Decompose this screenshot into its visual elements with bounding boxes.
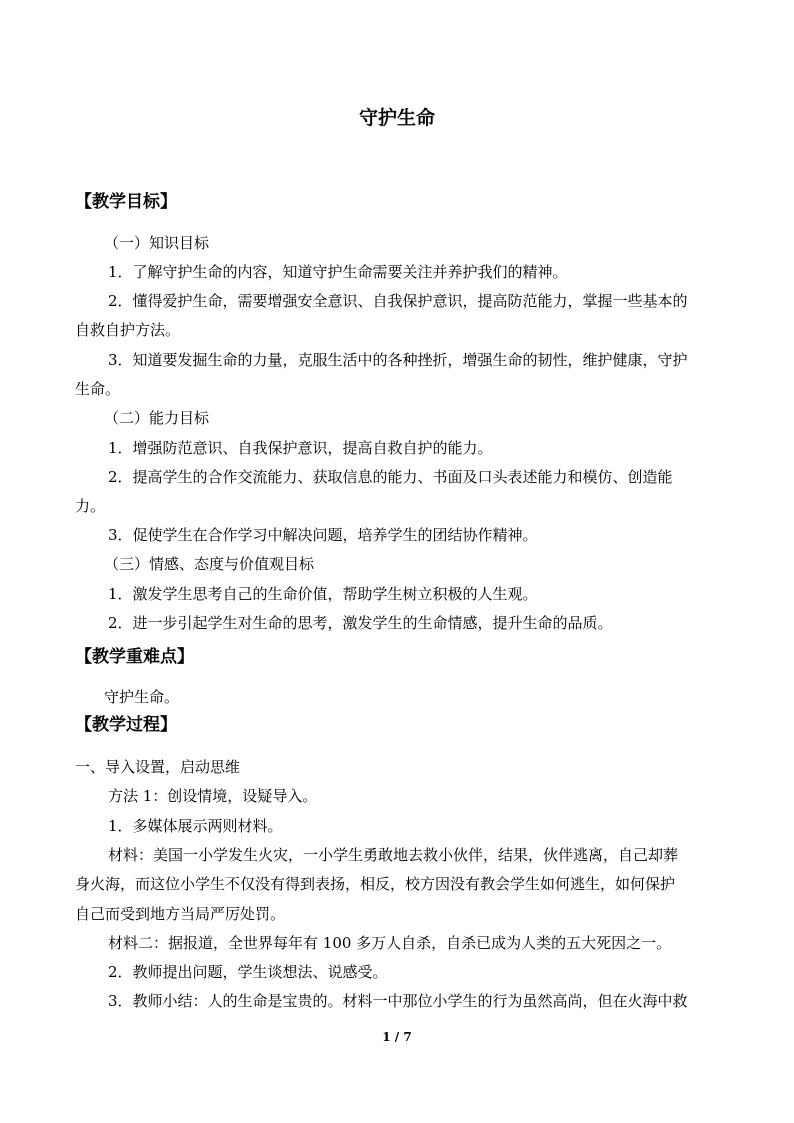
paragraph: 力。 <box>75 497 106 515</box>
paragraph: 3．教师小结：人的生命是宝贵的。材料一中那位小学生的行为虽然高尚，但在火海中救 <box>108 992 688 1010</box>
paragraph: 1．增强防范意识、自我保护意识，提高自救自护的能力。 <box>108 439 493 457</box>
section-heading-process: 【教学过程】 <box>75 715 177 735</box>
paragraph: 材料：美国一小学发生火灾，一小学生勇敢地去救小伙伴，结果，伙伴逃离，自己却葬 <box>108 846 679 864</box>
paragraph: 2．提高学生的合作交流能力、获取信息的能力、书面及口头表述能力和模仿、创造能 <box>108 468 673 486</box>
paragraph: 1．了解守护生命的内容，知道守护生命需要关注并养护我们的精神。 <box>108 263 568 281</box>
paragraph: 1．激发学生思考自己的生命价值，帮助学生树立积极的人生观。 <box>108 585 538 603</box>
section-heading-objectives: 【教学目标】 <box>75 192 177 212</box>
paragraph: 方法 1：创设情境，设疑导入。 <box>108 787 318 805</box>
page-number: 1 / 7 <box>382 1030 412 1044</box>
paragraph: 2．进一步引起学生对生命的思考，激发学生的生命情感，提升生命的品质。 <box>108 614 613 632</box>
paragraph: 身火海，而这位小学生不仅没有得到表扬，相反，校方因没有教会学生如何逃生，如何保护 <box>75 875 676 893</box>
subheading-ability: （二）能力目标 <box>104 409 210 427</box>
page-title: 守护生命 <box>358 107 435 129</box>
paragraph: 1．多媒体展示两则材料。 <box>108 817 283 835</box>
subheading-emotion: （三）情感、态度与价值观目标 <box>104 555 315 573</box>
paragraph: 自救自护方法。 <box>75 321 181 339</box>
paragraph: 3．促使学生在合作学习中解决问题，培养学生的团结协作精神。 <box>108 526 538 544</box>
paragraph: 自己而受到地方当局严厉处罚。 <box>75 905 286 923</box>
paragraph: 2．懂得爱护生命，需要增强安全意识、自我保护意识，提高防范能力，掌握一些基本的 <box>108 292 688 310</box>
section-heading-key-points: 【教学重难点】 <box>75 647 194 667</box>
paragraph: 2．教师提出问题，学生谈想法、说感受。 <box>108 963 388 981</box>
paragraph: 材料二：据报道，全世界每年有 100 多万人自杀，自杀已成为人类的五大死因之一。 <box>108 934 672 952</box>
paragraph: 守护生命。 <box>104 688 180 706</box>
paragraph: 3．知道要发掘生命的力量，克服生活中的各种挫折，增强生命的韧性，维护健康，守护 <box>108 351 688 369</box>
subheading-knowledge: （一）知识目标 <box>104 234 210 252</box>
subheading-step1: 一、导入设置，启动思维 <box>75 758 241 776</box>
paragraph: 生命。 <box>75 380 121 398</box>
